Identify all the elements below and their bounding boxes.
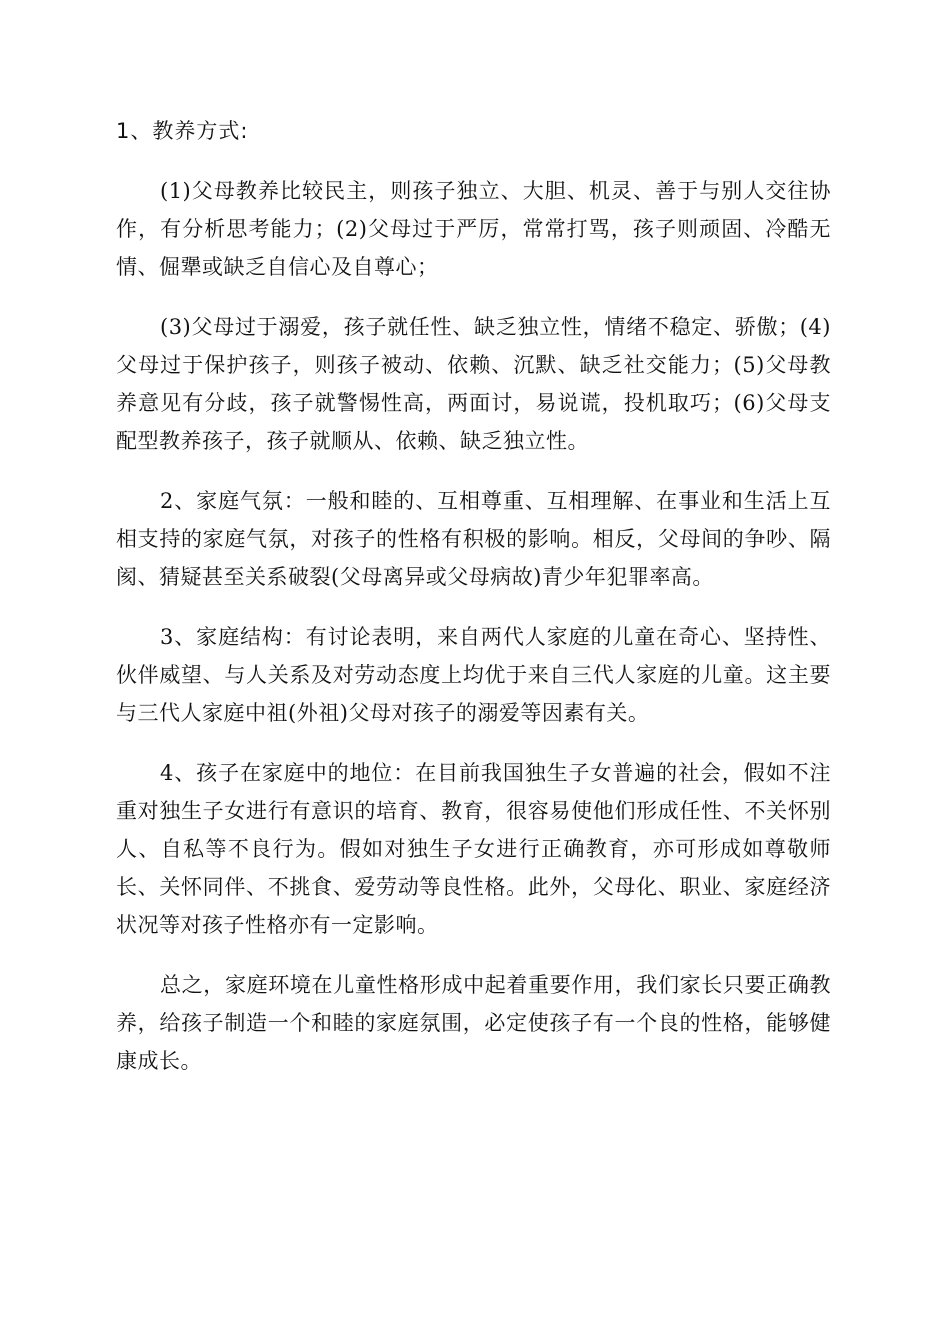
paragraph-child-status: 4、孩子在家庭中的地位：在目前我国独生子女普遍的社会，假如不注重对独生子女进行有意识的培育、教育，很容易使他们形成任性、不关怀别人、自私等不良行为。假如对独生子女进行正确教育，亦可形成如尊敬师长、关怀同伴、不挑食、爱劳动等良性格。此外，父母化、职业、家庭经济状况等对孩子性格亦有一定影响。 — [116, 761, 831, 937]
paragraph-family-atmosphere: 2、家庭气氛：一般和睦的、互相尊重、互相理解、在事业和生活上互相支持的家庭气氛，对孩子的性格有积极的影响。相反，父母间的争吵、隔阂、猜疑甚至关系破裂(父母离异或父母病故)青少年犯罪率高。 — [116, 489, 831, 589]
paragraph-parenting-styles-1: (1)父母教养比较民主，则孩子独立、大胆、机灵、善于与别人交往协作，有分析思考能力；(2)父母过于严厉，常常打骂，孩子则顽固、冷酷无情、倔犟或缺乏自信心及自尊心； — [116, 179, 831, 279]
section-heading: 1、教养方式: — [116, 119, 249, 143]
paragraph-conclusion: 总之，家庭环境在儿童性格形成中起着重要作用，我们家长只要正确教养，给孩子制造一个和睦的家庭氛围，必定使孩子有一个良的性格，能够健康成长。 — [116, 973, 831, 1073]
paragraph-parenting-styles-2: (3)父母过于溺爱，孩子就任性、缺乏独立性，情绪不稳定、骄傲；(4)父母过于保护孩子，则孩子被动、依赖、沉默、缺乏社交能力；(5)父母教养意见有分歧，孩子就警惕性高，两面讨，易说谎，投机取巧；(6)父母支配型教养孩子，孩子就顺从、依赖、缺乏独立性。 — [116, 315, 831, 453]
paragraph-family-structure: 3、家庭结构：有讨论表明，来自两代人家庭的儿童在奇心、坚持性、伙伴威望、与人关系及对劳动态度上均优于来自三代人家庭的儿童。这主要与三代人家庭中祖(外祖)父母对孩子的溺爱等因素有关。 — [116, 625, 831, 725]
document-body — [116, 112, 831, 1102]
